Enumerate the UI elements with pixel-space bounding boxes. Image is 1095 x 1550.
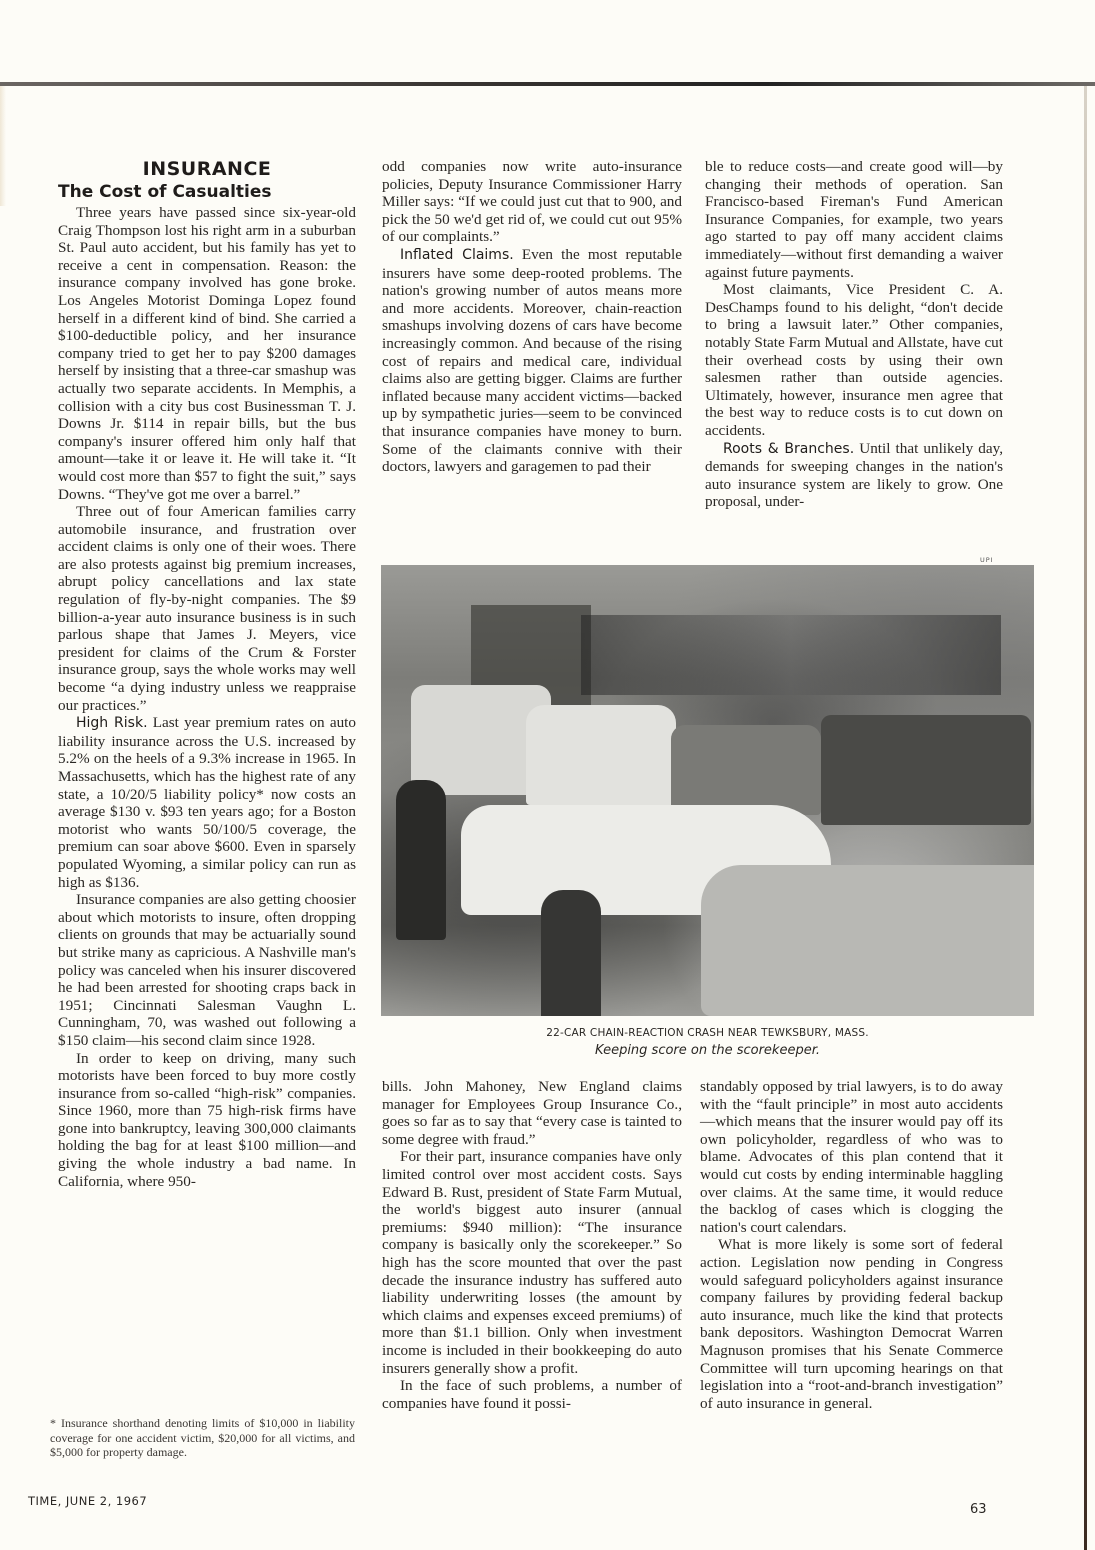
paragraph: For their part, insurance companies have only limited control over most accident costs. Says Edward B. Rust, president of State Farm Mutual, the world's biggest auto insurer (annual premiums: $940 million): “The insurance company is basically only the scorekeeper.” So high has the score mounted that over the past decade the insurance industry has suffered auto liability underwriting losses (the amount by which claims and expenses exceed premiums) of more than $1.1 billion. Only when investment income is included in their bookkeeping do auto insurers generally show a profit. <box>382 1148 682 1377</box>
subhead-high-risk: High Risk. <box>76 715 148 732</box>
car-shape <box>526 705 676 805</box>
column-3-bottom <box>700 1078 1003 1412</box>
paragraph: bills. John Mahoney, New England claims manager for Employees Group Insurance Co., goes so far as to say that “every case is tainted to some degree with fraud.” <box>382 1078 682 1148</box>
column-1 <box>58 158 356 1190</box>
paragraph: Inflated Claims. Even the most reputable insurers have some deep-rooted problems. The nation's growing number of autos means more and more accidents. Moreover, chain-reaction smashups involving dozens of cars have become increasingly common. And because of the rising cost of repairs and medical care, individual claims also are getting bigger. Claims are further inflated because many accident victims—backed up by sympathetic juries—seem to be convinced that insurance companies have money to burn. Some of the claimants connive with their doctors, lawyers and garagemen to pad their <box>382 245 682 476</box>
publication-dateline: TIME, JUNE 2, 1967 <box>28 1494 148 1508</box>
paragraph: Roots & Branches. Until that unlikely day, demands for sweeping changes in the nation's auto insurance system are likely to grow. One proposal, under- <box>705 439 1003 511</box>
photo-caption-title: 22-CAR CHAIN-REACTION CRASH NEAR TEWKSBURY, MASS. <box>546 1027 869 1039</box>
paragraph: High Risk. Last year premium rates on auto liability insurance across the U.S. increased by 5.2% on the heels of a 9.3% increase in 1965. In Massachusetts, which has the highest rate of any state, a 10/20/5 liability policy* now costs an average $130 v. $93 ten years ago; for a Boston motorist who wants 50/100/5 coverage, the premium can soar above $600. Even in sparsely populated Wyoming, a similar policy can run as high as $136. <box>58 714 356 891</box>
paragraph: What is more likely is some sort of federal action. Legislation now pending in Congress would safeguard policyholders against insurance company failures by providing federal backup auto insurance, much like the kind that protects bank depositors. Washington Democrat Warren Magnuson promises that his Senate Commerce Committee will turn upcoming hearings on that legislation into a “root-and-branch investigation” of auto insurance in general. <box>700 1236 1003 1412</box>
column-2-bottom <box>382 1078 682 1412</box>
column-2-top <box>382 158 682 476</box>
page-edge-left <box>0 86 6 206</box>
paragraph: Three out of four American families carry automobile insurance, and frustration over accident claims is only one of their woes. There are also protests against big premium increases, abrupt policy cancellations and lax state regulation of fly-by-night companies. The $9 billion-a-year auto insurance business is in such parlous shape that James J. Meyers, vice president for claims of the Crum & Forster insurance group, says the whole works may well become “a dying industry unless we reappraise our practices.” <box>58 503 356 714</box>
paragraph: Insurance companies are also getting choosier about which motorists to insure, often dropping clients on grounds that may be actuarially sound but strike many as capricious. A Nashville man's policy was canceled when his insurer discovered he had been arrested for shooting craps back in 1951; Cincinnati Salesman Vaughn L. Cunningham, 70, was washed out following a $150 claim—his second claim since 1928. <box>58 891 356 1049</box>
footnote: * Insurance shorthand denoting limits of $10,000 in liability coverage for one accident victim, $20,000 for all victims, and $5,000 for property damage. <box>50 1416 355 1460</box>
page-edge-right <box>1084 86 1087 1550</box>
article-headline: The Cost of Casualties <box>58 182 272 202</box>
subhead-inflated-claims: Inflated Claims. <box>400 246 514 263</box>
car-shape <box>701 865 1034 1016</box>
paragraph: standably opposed by trial lawyers, is to do away with the “fault principle” in most auto accidents—which means that the insurer would pay off its own policyholder, regardless of who was to blame. Advocates of this plan contend that it would cut costs by ending interminable haggling over claims. At the same time, it would reduce the backlog of cases which is clogging the nation's court calendars. <box>700 1078 1003 1236</box>
person-shape <box>541 890 601 1016</box>
photo-caption-subtitle: Keeping score on the scorekeeper. <box>595 1043 820 1058</box>
paragraph: ble to reduce costs—and create good will—by changing their methods of operation. San Francisco-based Fireman's Fund American Insurance Companies, for example, two years ago started to pay off many accident claims immediately—without first demanding a waiver against future payments. <box>705 158 1003 281</box>
column-3-top <box>705 158 1003 511</box>
paragraph: In order to keep on driving, many such motorists have been forced to buy more costly insurance from so-called “high-risk” companies. Since 1960, more than 75 high-risk firms have gone into bankruptcy, leaving 300,000 claimants holding the bag for at least $100 million—and giving the whole industry a bad name. In California, where 950- <box>58 1049 356 1190</box>
crash-photo <box>381 565 1034 1016</box>
person-shape <box>396 780 446 940</box>
paragraph: Most claimants, Vice President C. A. DesChamps found to his delight, “don't decide to bring a lawsuit later.” Other companies, notably State Farm Mutual and Allstate, have cut their overhead costs by using their own salesmen rather than outside agencies. Ultimately, however, insurance men agree that the best way to reduce costs is to cut down on accidents. <box>705 281 1003 439</box>
paragraph: Three years have passed since six-year-old Craig Thompson lost his right arm in a suburban St. Paul auto accident, but his family has yet to receive a cent in compensation. Reason: the insurance company involved has gone broke. Los Angeles Motorist Dominga Lopez found herself in a different kind of bind. She carried a $100-deductible policy, and her insurance company tried to get her to pay $200 damages herself by insisting that a three-car smashup was actually two separate accidents. In Memphis, a collision with a city bus cost Businessman T. J. Downs Jr. $114 in repair bills, but the bus company's insurer offered him only half that amount—take it or leave it. He will take it. “It would cost more than $57 to fight the suit,” says Downs. “They've got me over a barrel.” <box>58 204 356 503</box>
top-rule <box>0 82 1095 86</box>
crowd-shape <box>581 615 1001 695</box>
section-title: INSURANCE <box>142 158 272 180</box>
paragraph: In the face of such problems, a number of companies have found it possi- <box>382 1377 682 1412</box>
car-shape <box>821 715 1031 825</box>
subhead-roots-branches: Roots & Branches. <box>723 440 855 457</box>
paragraph: odd companies now write auto-insurance policies, Deputy Insurance Commissioner Harry Miller says: “If we could just cut that to 900, and pick the 50 we'd get rid of, we could cut out 95% of our complaints.” <box>382 158 682 246</box>
photo-credit: UPI <box>980 556 994 564</box>
car-shape <box>671 725 821 815</box>
page-number: 63 <box>970 1502 987 1517</box>
